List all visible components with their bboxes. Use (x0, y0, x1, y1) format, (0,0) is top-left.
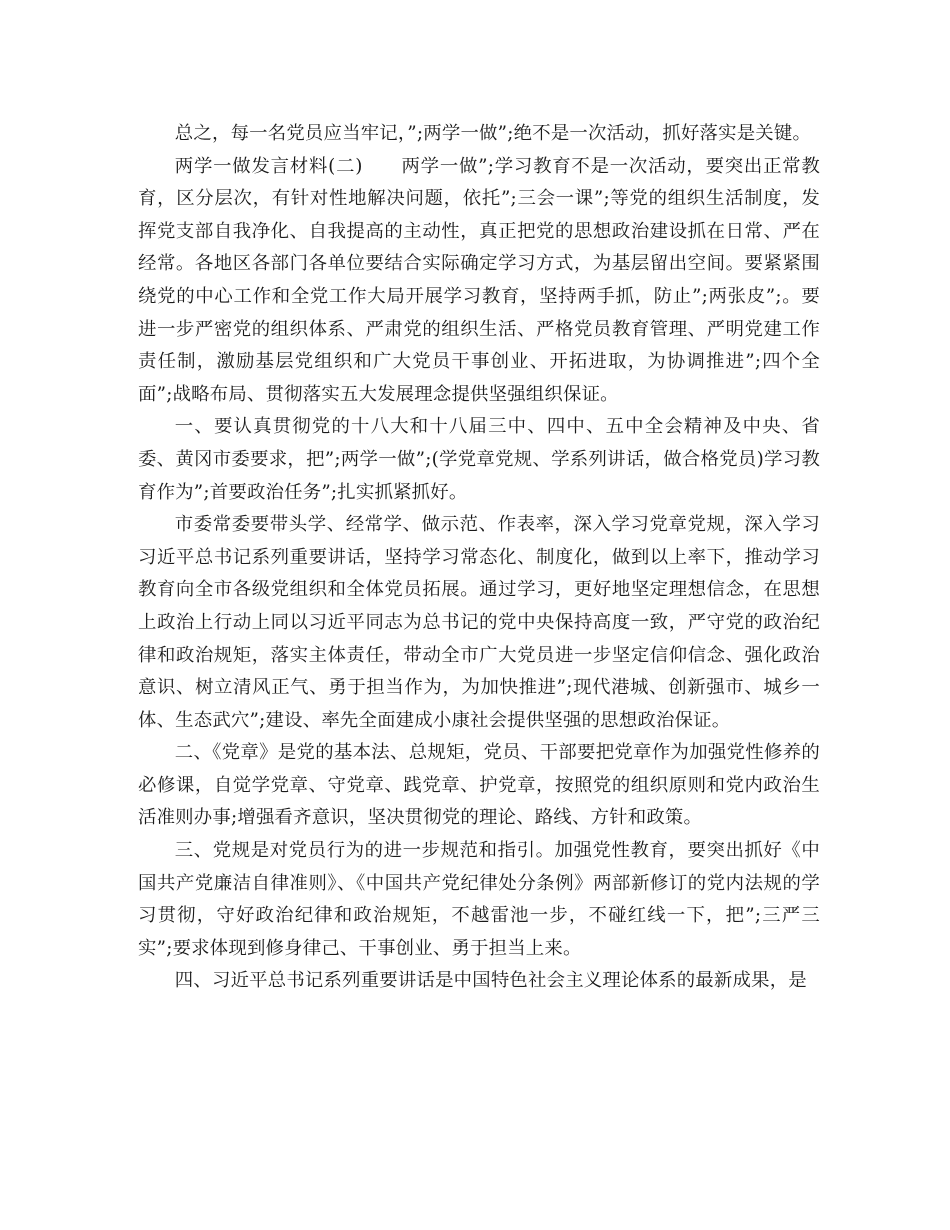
paragraph-point-one: 一、要认真贯彻党的十八大和十八届三中、四中、五中全会精神及中央、省委、黄冈市委要求，把”;两学一做”;(学党章党规、学系列讲话，做合格党员)学习教育作为”;首要政治任务”;扎实抓紧抓好。 (138, 416, 820, 503)
paragraph-speech-material-two: 两学一做发言材料(二) 两学一做”;学习教育不是一次活动，要突出正常教育，区分层次，有针对性地解决问题，依托”;三会一课”;等党的组织生活制度，发挥党支部自我净化、自我提高的主动性，真正把党的思想政治建设抓在日常、严在经常。各地区各部门各单位要结合实际确定学习方式，为基层留出空间。要紧紧围绕党的中心工作和全党工作大局开展学习教育，坚持两手抓，防止”;两张皮”;。要进一步严密党的组织体系、严肃党的组织生活、严格党员教育管理、严明党建工作责任制，激励基层党组织和广大党员干事创业、开拓进取，为协调推进”;四个全面”;战略布局、贯彻落实五大发展理念提供坚强组织保证。 (138, 155, 820, 405)
paragraph-point-four: 四、习近平总书记系列重要讲话是中国特色社会主义理论体系的最新成果，是 (174, 970, 807, 992)
paragraph-standing-committee: 市委常委要带头学、经常学、做示范、作表率，深入学习党章党规，深入学习习近平总书记系列重要讲话，坚持学习常态化、制度化，做到以上率下，推动学习教育向全市各级党组织和全体党员拓展。通过学习，更好地坚定理想信念，在思想上政治上行动上同以习近平同志为总书记的党中央保持高度一致，严守党的政治纪律和政治规矩，落实主体责任，带动全市广大党员进一步坚定信仰信念、强化政治意识、树立清风正气、勇于担当作为，为加快推进”;现代港城、创新强市、城乡一体、生态武穴”;建设、率先全面建成小康社会提供坚强的思想政治保证。 (138, 514, 820, 731)
paragraph-point-two: 二、《党章》是党的基本法、总规矩，党员、干部要把党章作为加强党性修养的必修课，自觉学党章、守党章、践党章、护党章，按照党的组织原则和党内政治生活准则办事;增强看齐意识，坚决贯彻党的理论、路线、方针和政策。 (138, 742, 820, 829)
paragraph-summary: 总之，每一名党员应当牢记，”;两学一做”;绝不是一次活动，抓好落实是关键。 (174, 123, 812, 144)
paragraph-point-three: 三、党规是对党员行为的进一步规范和指引。加强党性教育，要突出抓好《中国共产党廉洁自律准则》、《中国共产党纪律处分条例》两部新修订的党内法规的学习贯彻，守好政治纪律和政治规矩，不越雷池一步，不碰红线一下，把”;三严三实”;要求体现到修身律己、干事创业、勇于担当上来。 (138, 840, 820, 959)
